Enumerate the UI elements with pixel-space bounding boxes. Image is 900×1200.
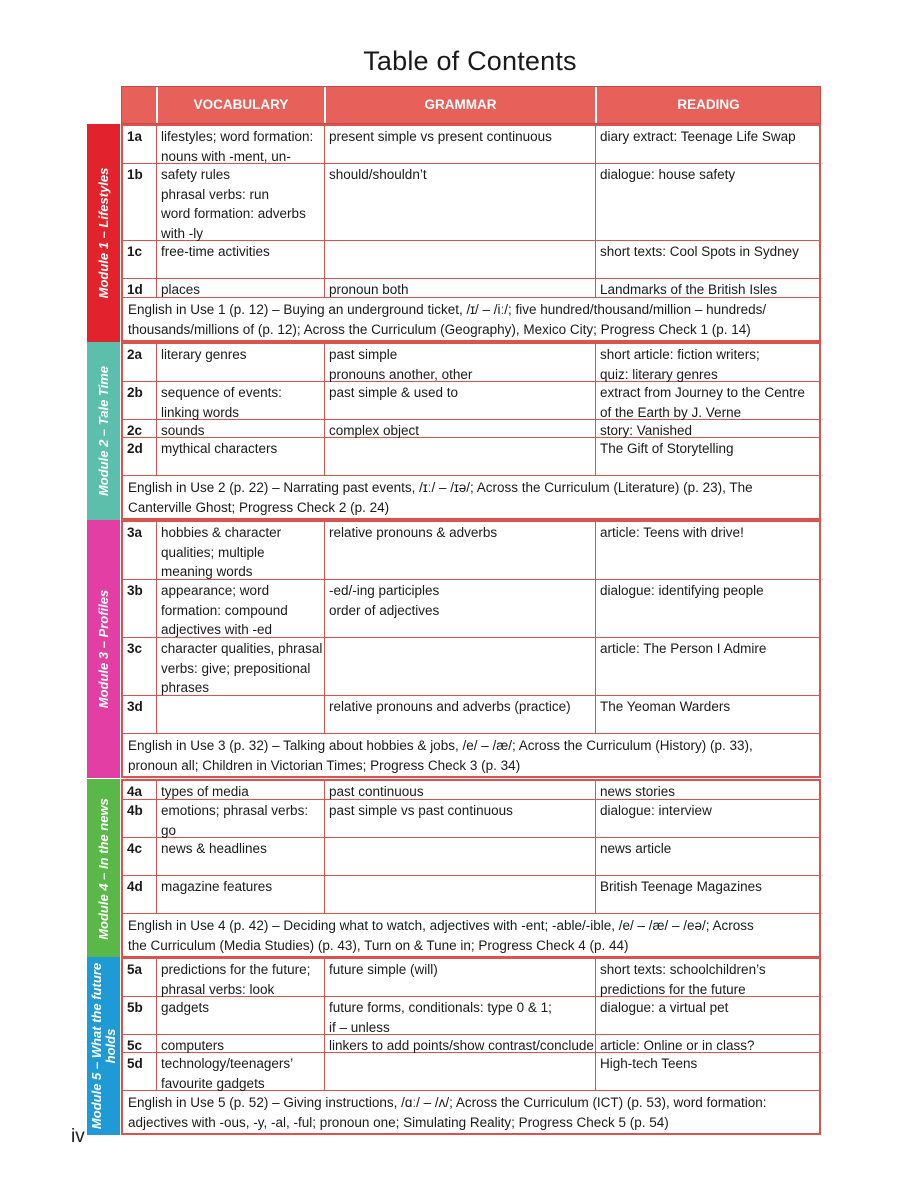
cell-line: technology/teenagers’ [161,1056,294,1071]
table-row [123,800,819,838]
cell-line: -ed/-ing participles [329,583,440,598]
vocabulary-cell [157,959,325,996]
vocabulary-cell [157,382,325,419]
module-box [121,342,821,520]
module-box [121,957,821,1135]
cell-line: 2a [127,347,143,362]
cell-line: short texts: Cool Spots in Sydney [600,244,799,259]
english-in-use-line: pronoun all; Children in Victorian Times; Progress Check 3 (p. 34) [128,758,521,773]
cell-line: article: Teens with drive! [600,525,744,540]
reading-cell [596,241,819,278]
reading-cell [596,438,819,475]
unit-number [123,838,157,875]
reading-cell [596,580,819,637]
grammar-cell [325,438,596,475]
grammar-cell [325,997,596,1034]
unit-number [123,164,157,240]
grammar-cell [325,1035,596,1052]
unit-number [123,638,157,695]
english-in-use [123,476,819,518]
grammar-cell [325,241,596,278]
english-in-use-line: thousands/millions of (p. 12); Across the Curriculum (Geography), Mexico City; Progress Check 1 (p. 14) [128,322,751,337]
cell-line: past continuous [329,784,424,799]
cell-line: pronoun both [329,282,409,297]
english-in-use-line: English in Use 2 (p. 22) – Narrating past events, /ɪː/ – /ɪə/; Across the Curriculum (Literature) (p. 23), The [128,480,753,495]
module-sidebar [87,957,120,1135]
cell-line: character qualities, phrasal [161,641,323,656]
reading-cell [596,997,819,1034]
unit-number [123,344,157,381]
table-row [123,580,819,638]
grammar-cell [325,522,596,579]
cell-line: verbs: give; prepositional [161,660,311,676]
cell-line: 4b [127,803,143,818]
cell-line: relative pronouns & adverbs [329,525,498,540]
vocabulary-cell [157,838,325,875]
cell-line: news stories [600,784,676,799]
module-sidebar [87,520,120,778]
vocabulary-cell [157,781,325,799]
english-in-use-line: the Curriculum (Media Studies) (p. 43), Turn on & Tune in; Progress Check 4 (p. 44) [128,938,629,953]
page-title: Table of Contents [363,46,577,76]
cell-line: magazine features [161,879,273,894]
cell-line: dialogue: house safety [600,167,736,182]
reading-cell [596,126,819,163]
cell-line: appearance; word [161,583,270,598]
cell-line: predictions for the future; [161,962,311,977]
cell-line: The Gift of Storytelling [600,441,734,456]
cell-line: future forms, conditionals: type 0 & 1; [329,1000,552,1015]
unit-number [123,1053,157,1090]
cell-line: relative pronouns and adverbs (practice) [329,699,571,714]
grammar-cell [325,382,596,419]
cell-line: short texts: schoolchildren’s [600,962,766,977]
cell-line: lifestyles; word formation: [161,129,314,144]
module-section-4 [87,779,821,958]
reading-cell [596,279,819,297]
grammar-cell [325,580,596,637]
cell-line: 4c [127,841,143,856]
vocabulary-cell [157,800,325,837]
cell-line: meaning words [161,564,253,579]
cell-line: 1b [127,167,143,182]
cell-line: 2d [127,441,143,456]
cell-line: of the Earth by J. Verne [600,404,742,420]
module-section-2 [87,342,821,520]
reading-cell [596,696,819,733]
reading-cell [596,876,819,913]
table-row [123,344,819,382]
module-section-1 [87,124,821,342]
cell-line: formation: compound [161,602,288,618]
unit-number [123,382,157,419]
cell-line: nouns with -ment, un- [161,148,291,164]
module-box [121,520,821,778]
module-sidebar [87,124,120,342]
cell-line: story: Vanished [600,423,693,438]
cell-line: 3b [127,583,143,598]
unit-number [123,420,157,437]
english-in-use [123,734,819,776]
cell-line: 2b [127,385,143,400]
cell-line: news article [600,841,672,856]
english-in-use [123,914,819,956]
cell-line: 5a [127,962,143,977]
unit-number [123,241,157,278]
cell-line: qualities; multiple [161,544,265,560]
cell-line: quiz: literary genres [600,366,718,382]
reading-cell [596,164,819,240]
vocabulary-cell [157,279,325,297]
vocabulary-cell [157,580,325,637]
cell-line: 4a [127,784,143,799]
unit-number [123,959,157,996]
table-row [123,522,819,580]
table-row [123,959,819,997]
reading-cell [596,638,819,695]
vocabulary-cell [157,420,325,437]
grammar-cell [325,420,596,437]
grammar-cell [325,164,596,240]
table-header [121,86,821,124]
unit-number [123,1035,157,1052]
module-label: Module 2 – Tale Time [95,365,111,497]
cell-line: gadgets [161,1000,210,1015]
table-row [123,1053,819,1091]
vocabulary-cell [157,997,325,1034]
vocabulary-cell [157,1053,325,1090]
unit-number [123,522,157,579]
cell-line: article: The Person I Admire [600,641,767,656]
reading-cell [596,420,819,437]
page-number: iv [71,1126,85,1147]
module-sidebar [87,342,120,520]
module-box [121,779,821,958]
cell-line: dialogue: interview [600,803,712,818]
reading-cell [596,800,819,837]
unit-number [123,580,157,637]
module-sidebar [87,779,120,958]
english-in-use [123,298,819,340]
vocabulary-cell [157,344,325,381]
module-box [121,124,821,342]
cell-line: diary extract: Teenage Life Swap [600,129,796,144]
module-section-3 [87,520,821,778]
cell-line: literary genres [161,347,247,362]
cell-line: types of media [161,784,249,799]
grammar-cell [325,1053,596,1090]
vocabulary-cell [157,1035,325,1052]
grammar-cell [325,126,596,163]
cell-line: hobbies & character [161,525,282,540]
cell-line: extract from Journey to the Centre [600,385,805,400]
table-row [123,164,819,241]
header-grammar: GRAMMAR [324,87,595,123]
unit-number [123,800,157,837]
cell-line: British Teenage Magazines [600,879,762,894]
cell-line: present simple vs present continuous [329,129,552,144]
grammar-cell [325,279,596,297]
vocabulary-cell [157,638,325,695]
cell-line: past simple & used to [329,385,459,400]
table-row [123,638,819,696]
cell-line: places [161,282,201,297]
cell-line: complex object [329,423,420,438]
cell-line: 5c [127,1038,143,1053]
table-row [123,876,819,914]
vocabulary-cell [157,241,325,278]
english-in-use-line: adjectives with -ous, -y, -al, -ful; pronoun one; Simulating Reality; Progress Check 5 (p. 54) [128,1115,669,1130]
cell-line: pronouns another, other [329,366,473,382]
cell-line: word formation: adverbs [161,206,306,221]
cell-line: free-time activities [161,244,270,259]
cell-line: with -ly [161,225,204,241]
reading-cell [596,344,819,381]
reading-cell [596,1053,819,1090]
table-row [123,781,819,800]
reading-cell [596,522,819,579]
table-row [123,438,819,476]
cell-line: 1d [127,282,143,297]
cell-line: short article: fiction writers; [600,347,760,362]
cell-line: order of adjectives [329,602,440,618]
unit-number [123,997,157,1034]
module-label: Module 1 – Lifestyles [95,167,111,299]
table-row [123,241,819,279]
vocabulary-cell [157,438,325,475]
reading-cell [596,382,819,419]
english-in-use-line: English in Use 3 (p. 32) – Talking about hobbies & jobs, /e/ – /æ/; Across the Curriculum (History) (p. 33), [128,738,753,753]
cell-line: favourite gadgets [161,1075,265,1091]
table-row [123,997,819,1035]
unit-number [123,696,157,733]
module-label: Module 5 – What the future holds [88,962,118,1130]
cell-line: future simple (will) [329,962,438,977]
unit-number [123,781,157,799]
reading-cell [596,838,819,875]
grammar-cell [325,876,596,913]
cell-line: dialogue: a virtual pet [600,1000,729,1015]
reading-cell [596,1035,819,1052]
cell-line: dialogue: identifying people [600,583,764,598]
cell-line: computers [161,1038,225,1053]
cell-line: 3c [127,641,143,656]
unit-number [123,279,157,297]
cell-line: The Yeoman Warders [600,699,731,714]
cell-line: 4d [127,879,143,894]
cell-line: 3d [127,699,143,714]
module-section-5 [87,957,821,1135]
english-in-use-line: English in Use 4 (p. 42) – Deciding what to watch, adjectives with -ent; -able/-ible, /e/ – /æ/ – /eə/; Across [128,918,754,933]
cell-line: past simple vs past continuous [329,803,513,818]
cell-line: article: Online or in class? [600,1038,755,1053]
header-vocabulary: VOCABULARY [156,87,324,123]
cell-line: go [161,822,177,838]
cell-line: sequence of events: [161,385,282,400]
cell-line: should/shouldn’t [329,167,427,182]
cell-line: Landmarks of the British Isles [600,282,778,297]
cell-line: past simple [329,347,398,362]
vocabulary-cell [157,696,325,733]
cell-line: 3a [127,525,143,540]
cell-line: linking words [161,404,240,420]
grammar-cell [325,344,596,381]
table-row [123,838,819,876]
cell-line: 2c [127,423,143,438]
grammar-cell [325,959,596,996]
vocabulary-cell [157,164,325,240]
header-reading: READING [595,87,820,123]
cell-line: if – unless [329,1019,390,1035]
cell-line: 1c [127,244,143,259]
table-row [123,382,819,420]
english-in-use-line: Canterville Ghost; Progress Check 2 (p. 24) [128,500,390,515]
cell-line: news & headlines [161,841,267,856]
table-row [123,279,819,298]
english-in-use-line: English in Use 1 (p. 12) – Buying an underground ticket, /ɪ/ – /iː/; five hundred/thousand/million – hundreds/ [128,302,767,317]
cell-line: sounds [161,423,205,438]
unit-number [123,876,157,913]
english-in-use [123,1091,819,1133]
vocabulary-cell [157,876,325,913]
cell-line: High-tech Teens [600,1056,698,1071]
table-row [123,1035,819,1053]
cell-line: phrases [161,680,210,695]
reading-cell [596,959,819,996]
vocabulary-cell [157,126,325,163]
grammar-cell [325,838,596,875]
vocabulary-cell [157,522,325,579]
grammar-cell [325,696,596,733]
module-label: Module 3 – Profiles [95,589,111,709]
table-row [123,126,819,164]
grammar-cell [325,781,596,799]
grammar-cell [325,800,596,837]
cell-line: 1a [127,129,143,144]
unit-number [123,126,157,163]
cell-line: linkers to add points/show contrast/conclude [329,1038,594,1053]
cell-line: predictions for the future [600,981,746,997]
cell-line: mythical characters [161,441,278,456]
cell-line: 5b [127,1000,143,1015]
table-row [123,696,819,734]
module-label: Module 4 – In the news [95,797,111,940]
english-in-use-line: English in Use 5 (p. 52) – Giving instructions, /ɑː/ – /ʌ/; Across the Curriculum (ICT) (p. 53), word formation: [128,1095,767,1110]
cell-line: adjectives with -ed [161,622,273,637]
cell-line: phrasal verbs: look [161,981,275,997]
reading-cell [596,781,819,799]
cell-line: emotions; phrasal verbs: [161,803,309,818]
cell-line: safety rules [161,167,231,182]
unit-number [123,438,157,475]
table-row [123,420,819,438]
grammar-cell [325,638,596,695]
cell-line: phrasal verbs: run [161,186,270,202]
cell-line: 5d [127,1056,143,1071]
